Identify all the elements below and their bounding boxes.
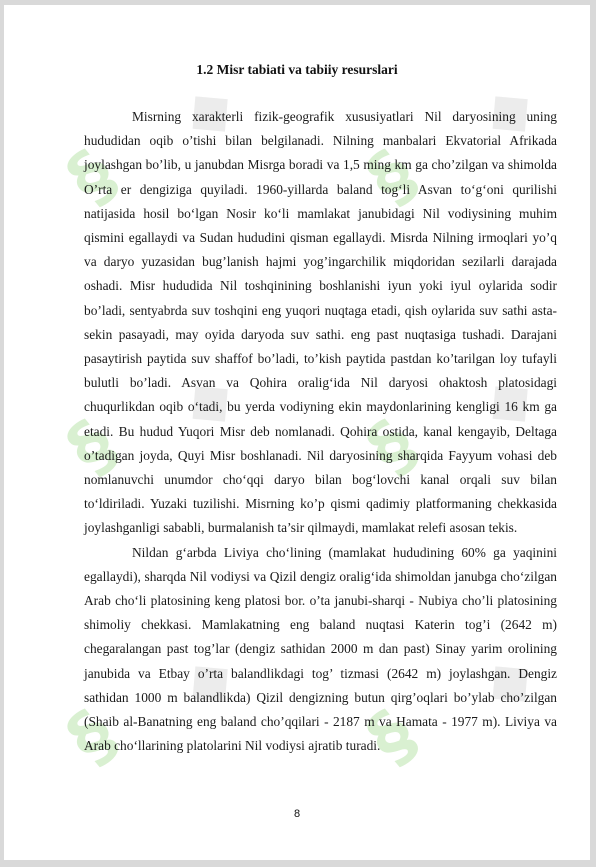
watermark-mark: § (351, 402, 434, 490)
watermark-mark: ◆ (167, 67, 250, 153)
watermark-mark: § (51, 402, 134, 490)
paragraph: Misrning xarakterli fizik-geografik xususiyatlari Nil daryosining uning hududidan oqib o’tishi bilan belgilanadi. Nilning manbalari Ekvatorial Afrikada joylashgan bo’lib, u janubdan Misrga boradi va 1,5 ming km ga cho’zilgan va shimolda O’rta er dengiziga quyiladi. 1960-yillarda baland tog‘li Asvan to‘g‘oni qurilishi natijasida hosil bo‘lgan Nosir ko‘li mamlakat janubidagi Nil vodiysining muhim qismini egallaydi va Sudan hududini qisman egallaydi. Misrda Nilning irmoqlari yo’q va daryo yuzasidan bug’lanish hajmi yog’ingarchilik miqdoridan sezilarli darajada oshadi. Misr hududida Nil toshqinining boshlanishi iyun yoki iyul oylarida sodir bo’ladi, sentyabrda suv toshqini eng yuqori nuqtaga etadi, qish oylarida suv sathi asta-sekin pasayadi, may oyida daryoda suv sathi. eng past nuqtasiga tushadi. Darajani pasaytirish paytida suv shaffof bo’ladi, to’kish paytida pastdan ko’tarilgan loy tufayli bulutli bo’ladi. Asvan va Qohira oralig‘ida Nil daryosi ohaktosh platosidagi chuqurlikdan oqib o‘tadi, bu yerda vodiyning ekin maydonlarining kengligi 16 km ga etadi. Bu hudud Yuqori Misr deb nomlanadi. Qohira ostida, kanal kengayib, Deltaga o’tadigan joyda, Quyi Misr boshlanadi. Nil daryosining sharqida Fayyum vohasi deb nomlanuvchi unumdor cho‘qqi daryo bilan bog‘lovchi kanal orqali suv bilan to‘ldiriladi. Yuzaki tuzilishi. Misrning ko’p qismi qadimiy platformaning chekkasida joylashganligi sababli, burmalanish ta’sir qilmaydi, mamlakat relefi asosan tekis. (84, 109, 557, 536)
watermark-mark: ◆ (467, 67, 550, 153)
watermark-mark: ◆ (467, 357, 550, 443)
watermark-mark: § (351, 132, 434, 220)
paragraph: Nildan g‘arbda Liviya cho‘lining (mamlakat hududining 60% ga yaqinini egallaydi), sharqda Nil vodiysi va Qizil dengiz oralig‘ida shimoldan janubga cho‘zilgan Arab cho‘li platosining keng platosi bor. o’ta janubi-sharqi - Nubiya cho’li platosining shimoliy chekkasi. Mamlakatning eng baland nuqtasi Katerin tog’i (2642 m) chegaralangan past tog’lar (dengiz sathidan 2000 m dan past) Sinay yarim orolining janubida va Etbay o’rta balandlikdagi tog’ tizmasi (2642 m) joylashgan. Dengiz sathidan 1000 m balandlikda) Qizil dengizning butun qirg’oqlari bo’ylab cho’zilgan (Shaib al-Banatning eng baland cho’qqilari - 2187 m va Hamata - 1977 m). Liviya va Arab cho‘llarining platolarini Nil vodiysi ajratib turadi. (84, 544, 557, 754)
watermark-mark: ◆ (467, 637, 550, 723)
watermark-mark: ◆ (167, 637, 250, 723)
document-page (4, 5, 590, 860)
watermark-mark: § (351, 692, 434, 780)
page-number: 8 (293, 808, 301, 820)
body-text (84, 105, 557, 758)
watermark-mark: ◆ (167, 357, 250, 443)
section-title: 1.2 Misr tabiati va tabiiy resurslari (196, 62, 398, 77)
watermark-mark: § (51, 132, 134, 220)
watermark-mark: § (51, 692, 134, 780)
